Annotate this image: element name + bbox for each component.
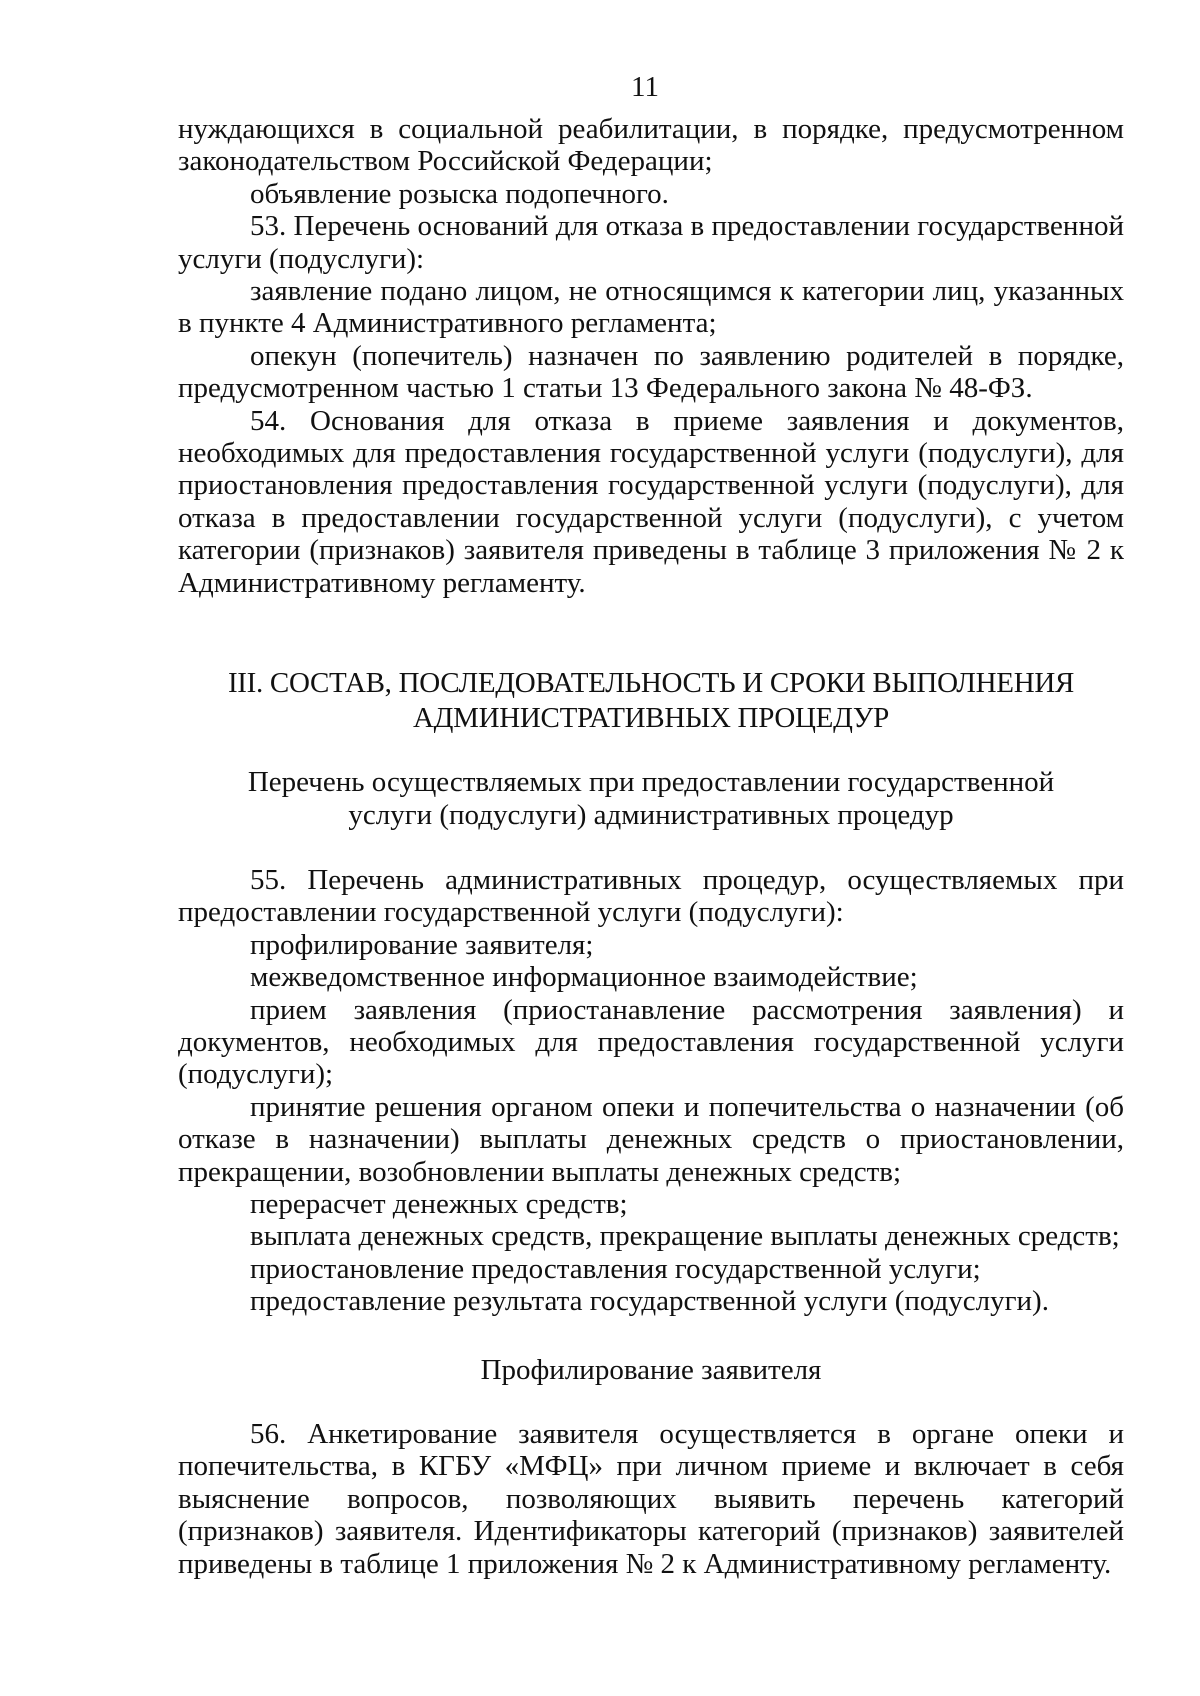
list-item-payment: выплата денежных средств, прекращение выплаты денежных средств; [250, 1220, 1120, 1253]
subheading-profiling: Профилирование заявителя [480, 1354, 822, 1386]
section-heading-line-2: АДМИНИСТРАТИВНЫХ ПРОЦЕДУР [413, 702, 889, 734]
subheading-procedures-line-1: Перечень осуществляемых при предоставлении государственной [247, 766, 1055, 798]
paragraph-54-refusal-acceptance: 54. Основания для отказа в приеме заявления и документов, необходимых для предоставления государственной услуги (подуслуги), для приостановления предоставления государственной услуги (подуслуги), для отказа в предоставлении государственной услуги (подуслуги), с учетом категории (признаков) заявителя приведены в таблице 3 приложения № 2 к Административному регламенту. [178, 404, 1124, 599]
list-item-profiling: профилирование заявителя; [250, 928, 594, 961]
subheading-procedures-line-2: услуги (подуслуги) административных процедур [348, 799, 954, 831]
page-number: 11 [631, 71, 659, 103]
list-item-application-reception: прием заявления (приостанавление рассмотрения заявления) и документов, необходимых для предоставления государственной услуги (подуслуги); [178, 993, 1124, 1091]
text-block-profiling [178, 1418, 1124, 1580]
paragraph-56-questionnaire: 56. Анкетирование заявителя осуществляется в органе опеки и попечительства, в КГБУ «МФЦ» при личном приеме и включает в себя выяснение вопросов, позволяющих выявить перечень категорий (признаков) заявителя. Идентификаторы категорий (признаков) заявителей приведены в таблице 1 приложения № 2 к Административному регламенту. [178, 1418, 1124, 1580]
paragraph-social-rehabilitation: нуждающихся в социальной реабилитации, в порядке, предусмотренном законодательством Российской Федерации; [178, 113, 1124, 178]
section-heading-line-1: III. СОСТАВ, ПОСЛЕДОВАТЕЛЬНОСТЬ И СРОКИ ВЫПОЛНЕНИЯ [227, 667, 1075, 699]
subheading-procedures-list [178, 766, 1124, 832]
list-item-decision: принятие решения органом опеки и попечительства о назначении (об отказе в назначении) выплаты денежных средств о приостановлении, прекращении, возобновлении выплаты денежных средств; [178, 1090, 1124, 1188]
section-heading [178, 666, 1124, 736]
list-item-interagency: межведомственное информационное взаимодействие; [250, 961, 918, 994]
paragraph-ward-search: объявление розыска подопечного. [250, 177, 669, 210]
text-block-procedures [178, 864, 1124, 1318]
paragraph-applicant-not-eligible: заявление подано лицом, не относящимся к категории лиц, указанных в пункте 4 Административного регламента; [178, 275, 1124, 340]
paragraph-55-procedures: 55. Перечень административных процедур, осуществляемых при предоставлении государственной услуги (подуслуги): [178, 864, 1124, 929]
list-item-suspension: приостановление предоставления государственной услуги; [250, 1252, 981, 1285]
list-item-recalculation: перерасчет денежных средств; [250, 1188, 628, 1221]
text-block-top [178, 113, 1124, 599]
list-item-result: предоставление результата государственной услуги (подуслуги). [250, 1285, 1049, 1318]
paragraph-53-refusal-grounds: 53. Перечень оснований для отказа в предоставлении государственной услуги (подуслуги): [178, 210, 1124, 275]
paragraph-guardian-appointed: опекун (попечитель) назначен по заявлению родителей в порядке, предусмотренном частью 1 статьи 13 Федерального закона № 48-ФЗ. [178, 339, 1124, 405]
